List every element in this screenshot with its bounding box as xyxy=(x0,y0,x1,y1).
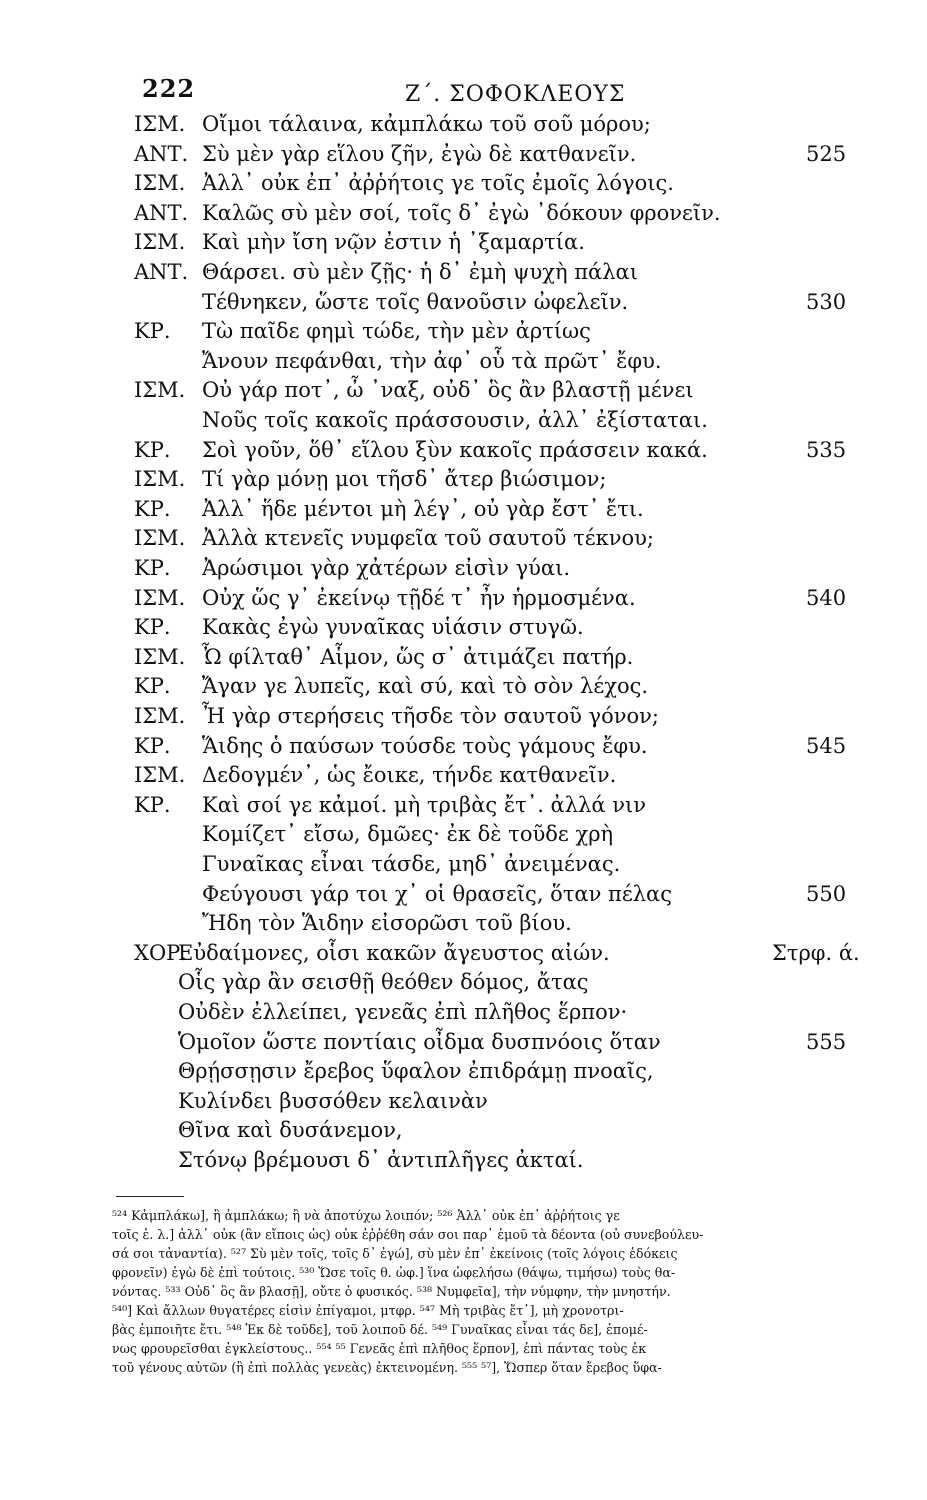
footnote-line: βὰς ἐμποιῆτε ἔτι. ⁵⁴⁸ Ἐκ δὲ τοῦδε], τοῦ λοιποῦ δέ. ⁵⁴⁹ Γυναῖκας εἶναι τάς δε], ἐπομέ- xyxy=(112,1322,648,1337)
verse-line xyxy=(0,315,927,347)
speaker-label: ΚΡ. xyxy=(134,792,171,817)
verse-line xyxy=(0,670,927,702)
speaker-label: ΙΣΜ. xyxy=(134,526,186,551)
verse-text: Δεδογμέν᾽, ὡς ἔοικε, τήνδε κατθανεῖν. xyxy=(202,763,617,788)
line-number: 525 xyxy=(806,141,847,166)
line-number: 555 xyxy=(806,1029,847,1054)
verse-line xyxy=(0,286,927,318)
verse-line xyxy=(0,1026,927,1058)
verse-line xyxy=(0,1085,927,1117)
speaker-label: ΚΡ. xyxy=(134,615,171,640)
footnote-line: ⁵²⁴ Κἀμπλάκω], ἢ ἀμπλάκω; ἢ νὰ ἀποτύχω λοιπόν; ⁵²⁶ Ἀλλ᾽ οὐκ ἐπ᾽ ἀῤῥήτοις γε xyxy=(112,1208,620,1223)
verse-text: Θρῄσσῃσιν ἔρεβος ὕφαλον ἐπιδράμῃ πνοαῖς, xyxy=(178,1059,654,1084)
verse-text: Ἅιδης ὁ παύσων τούσδε τοὺς γάμους ἔφυ. xyxy=(202,733,648,758)
speaker-label: ΑΝΤ. xyxy=(134,200,189,225)
verse-text: Κακὰς ἐγὼ γυναῖκας υἱάσιν στυγῶ. xyxy=(202,615,584,640)
verse-line xyxy=(0,463,927,495)
speaker-label: ΙΣΜ. xyxy=(134,704,186,728)
speaker-label: ΑΝΤ. xyxy=(134,141,189,166)
speaker-label: ΙΣΜ. xyxy=(134,171,186,196)
verse-text: Καὶ σοί γε κἀμοί. μὴ τριβὰς ἔτ᾽. ἀλλά νιν xyxy=(202,792,646,817)
verse-text: Ὁμοῖον ὥστε ποντίαις οἶδμα δυσπνόοις ὅταν xyxy=(178,1029,661,1054)
verse-line xyxy=(0,345,927,377)
footnote-line: τοῦ γένους αὐτῶν (ἢ ἐπὶ πολλὰς γενεὰς) ἐκτεινομένη. ⁵⁵⁵ ⁵⁷], Ὥσπερ ὅταν ἔρεβος ὕφα- xyxy=(112,1360,662,1375)
line-number: 540 xyxy=(806,585,847,610)
line-number: 545 xyxy=(806,733,847,758)
verse-text: Ἄνουν πεφάνθαι, τὴν ἀφ᾽ οὗ τὰ πρῶτ᾽ ἔφυ. xyxy=(202,348,662,373)
verse-line xyxy=(0,108,927,140)
verse-line xyxy=(0,759,927,791)
verse-text: Σὺ μὲν γὰρ εἵλου ζῆν, ἐγὼ δὲ κατθανεῖν. xyxy=(202,141,637,166)
line-number: 550 xyxy=(806,881,847,906)
footnote-line: ⁵⁴⁰] Καὶ ἄλλων θυγατέρες εἰσὶν ἐπίγαμοι, μτφρ. ⁵⁴⁷ Μὴ τριβὰς ἔτ᾽], μὴ χρονοτρι- xyxy=(112,1303,624,1318)
verse-line xyxy=(0,937,927,969)
verse-line xyxy=(0,1144,927,1176)
speaker-label: ΑΝΤ. xyxy=(134,260,189,284)
verse-line xyxy=(0,848,927,880)
speaker-label: ΙΣΜ. xyxy=(134,230,186,255)
verse-text: Τέθνηκεν, ὥστε τοῖς θανοῦσιν ὠφελεῖν. xyxy=(202,289,629,314)
verse-text: Ἀλλὰ κτενεῖς νυμφεῖα τοῦ σαυτοῦ τέκνου; xyxy=(202,526,654,551)
verse-line xyxy=(0,818,927,850)
verse-line xyxy=(0,256,927,288)
verse-text: Στόνῳ βρέμουσι δ᾽ ἀντιπλῆγες ἀκταί. xyxy=(178,1148,584,1172)
speaker-label: ΙΣΜ. xyxy=(134,585,186,610)
verse-text: Οἷς γὰρ ἂν σεισθῇ θεόθεν δόμος, ἄτας xyxy=(178,970,589,995)
speaker-label: ΙΣΜ. xyxy=(134,763,186,788)
verse-line xyxy=(0,730,927,762)
verse-line xyxy=(0,197,927,229)
verse-line xyxy=(0,138,927,170)
verse-text: Εὐδαίμονες, οἷσι κακῶν ἄγευστος αἰών. xyxy=(178,940,610,965)
speaker-label: ΚΡ. xyxy=(134,556,171,580)
verse-text: Ἀλλ᾽ οὐκ ἐπ᾽ ἀῤῥήτοις γε τοῖς ἐμοῖς λόγοις. xyxy=(202,171,674,196)
verse-line xyxy=(0,878,927,910)
verse-line xyxy=(0,1055,927,1087)
verse-line xyxy=(0,1114,927,1146)
footnote-line: τοῖς ἐ. λ.] ἀλλ᾽ οὐκ (ἂν εἴποις ὡς) οὐκ ἐῤῥέθη σάν σοι παρ᾽ ἐμοῦ τὰ δέοντα (οὐ συνεβούλευ- xyxy=(112,1227,704,1242)
verse-line xyxy=(0,226,927,258)
speaker-label: ΙΣΜ. xyxy=(134,467,186,492)
speaker-label: ΙΣΜ. xyxy=(134,378,186,403)
verse-line xyxy=(0,374,927,406)
verse-line xyxy=(0,582,927,614)
speaker-label: ΚΡ. xyxy=(134,496,171,521)
verse-text: Οὐδὲν ἐλλείπει, γενεᾶς ἐπὶ πλῆθος ἕρπον· xyxy=(178,1000,628,1024)
strophe-marker: Στρφ. ά. xyxy=(772,940,860,965)
verse-line xyxy=(0,434,927,466)
verse-text: Κυλίνδει βυσσόθεν κελαινὰν xyxy=(178,1088,488,1113)
verse-text: Τὼ παῖδε φημὶ τώδε, τὴν μὲν ἀρτίως xyxy=(202,319,591,344)
verse-text: Ἄγαν γε λυπεῖς, καὶ σύ, καὶ τὸ σὸν λέχος. xyxy=(202,674,649,699)
verse-line xyxy=(0,167,927,199)
line-number: 530 xyxy=(806,289,847,314)
verse-text: Ἀρώσιμοι γὰρ χἀτέρων εἰσὶν γύαι. xyxy=(202,556,571,580)
verse-line xyxy=(0,522,927,554)
speaker-label: ΚΡ. xyxy=(134,319,171,344)
verse-text: Ἀλλ᾽ ἥδε μέντοι μὴ λέγ᾽, οὐ γὰρ ἔστ᾽ ἔτι. xyxy=(202,496,644,521)
verse-line xyxy=(0,907,927,939)
verse-line xyxy=(0,966,927,998)
footnotes xyxy=(112,1206,840,1377)
verse-text: Ὦ φίλταθ᾽ Αἷμον, ὥς σ᾽ ἀτιμάζει πατήρ. xyxy=(202,644,634,669)
footnote-rule xyxy=(116,1196,184,1197)
verse-text: Θάρσει. σὺ μὲν ζῇς· ἡ δ᾽ ἐμὴ ψυχὴ πάλαι xyxy=(202,260,638,284)
verse-line xyxy=(0,641,927,673)
verse-text: Καὶ μὴν ἴση νῷν ἐστιν ἡ ᾽ξαμαρτία. xyxy=(202,230,585,255)
verse-text: Τί γὰρ μόνῃ μοι τῆσδ᾽ ἄτερ βιώσιμον; xyxy=(202,467,607,492)
footnote-line: νόντας. ⁵³³ Οὐδ᾽ ὃς ἂν βλασῇ], οὔτε ὁ φυσικός. ⁵³⁸ Νυμφεῖα], τὴν νύμφην, τὴν μνηστήν. xyxy=(112,1284,671,1299)
page-number: 222 xyxy=(142,74,196,103)
verse-line xyxy=(0,552,927,584)
footnote-line: νως φρουρεῖσθαι ἐγκλείστους.. ⁵⁵⁴ ⁵⁵ Γενεᾶς ἐπὶ πλῆθος ἕρπον], ἐπὶ πάντας τοὺς ἐκ xyxy=(112,1341,647,1356)
speaker-label: ΙΣΜ. xyxy=(134,644,186,669)
footnote-line: σά σοι τἀναντία). ⁵²⁷ Σὺ μὲν τοῖς, τοῖς δ᾽ ἐγώ], σὺ μὲν ἐπ᾽ ἐκείνοις (τοῖς λόγοις ἐδόκεις xyxy=(112,1246,678,1261)
verse-line xyxy=(0,789,927,821)
verse-text: Ἦ γὰρ στερήσεις τῆσδε τὸν σαυτοῦ γόνον; xyxy=(202,704,659,728)
footnote-line: φρονεῖν) ἐγὼ δὲ ἐπὶ τούτοις. ⁵³⁰ Ὥσε τοῖς θ. ὠφ.] ἵνα ὠφελήσω (θάψω, τιμήσω) τοὺς θα- xyxy=(112,1265,676,1280)
speaker-label: ΚΡ. xyxy=(134,674,171,699)
speaker-label: ΧΟΡ. xyxy=(134,940,187,965)
verse-text: Οὐ γάρ ποτ᾽, ὦ ᾽ναξ, οὐδ᾽ ὃς ἂν βλαστῇ μένει xyxy=(202,378,694,403)
verse-text: Οὐχ ὥς γ᾽ ἐκείνῳ τῇδέ τ᾽ ἦν ἡρμοσμένα. xyxy=(202,585,636,610)
verse-text: Οἴμοι τάλαινα, κἀμπλάκω τοῦ σοῦ μόρου; xyxy=(202,112,651,136)
verse-line xyxy=(0,700,927,732)
speaker-label: ΚΡ. xyxy=(134,437,171,462)
verse-text: Σοὶ γοῦν, ὅθ᾽ εἵλου ξὺν κακοῖς πράσσειν κακά. xyxy=(202,437,708,462)
speaker-label: ΚΡ. xyxy=(134,733,171,758)
verse-text: Νοῦς τοῖς κακοῖς πράσσουσιν, ἀλλ᾽ ἐξίσταται. xyxy=(202,408,708,432)
verse-line xyxy=(0,493,927,525)
verse-line xyxy=(0,996,927,1028)
verse-text: Ἤδη τὸν Ἅιδην εἰσορῶσι τοῦ βίου. xyxy=(202,911,572,936)
verse-text: Καλῶς σὺ μὲν σοί, τοῖς δ᾽ ἐγὼ ᾽δόκουν φρονεῖν. xyxy=(202,200,721,225)
verse-line xyxy=(0,611,927,643)
running-head: Ζ΄. ΣΟΦΟΚΛΕΟΥΣ xyxy=(405,82,626,107)
speaker-label: ΙΣΜ. xyxy=(134,112,186,136)
line-number: 535 xyxy=(806,437,847,462)
verse-text: Θῖνα καὶ δυσάνεμον, xyxy=(178,1118,403,1143)
verse-text: Φεύγουσι γάρ τοι χ᾽ οἱ θρασεῖς, ὅταν πέλας xyxy=(202,881,672,906)
verse-text: Γυναῖκας εἶναι τάσδε, μηδ᾽ ἀνειμένας. xyxy=(202,852,621,876)
verse-text: Κομίζετ᾽ εἴσω, δμῶες· ἐκ δὲ τοῦδε χρὴ xyxy=(202,822,614,847)
verse-line xyxy=(0,404,927,436)
